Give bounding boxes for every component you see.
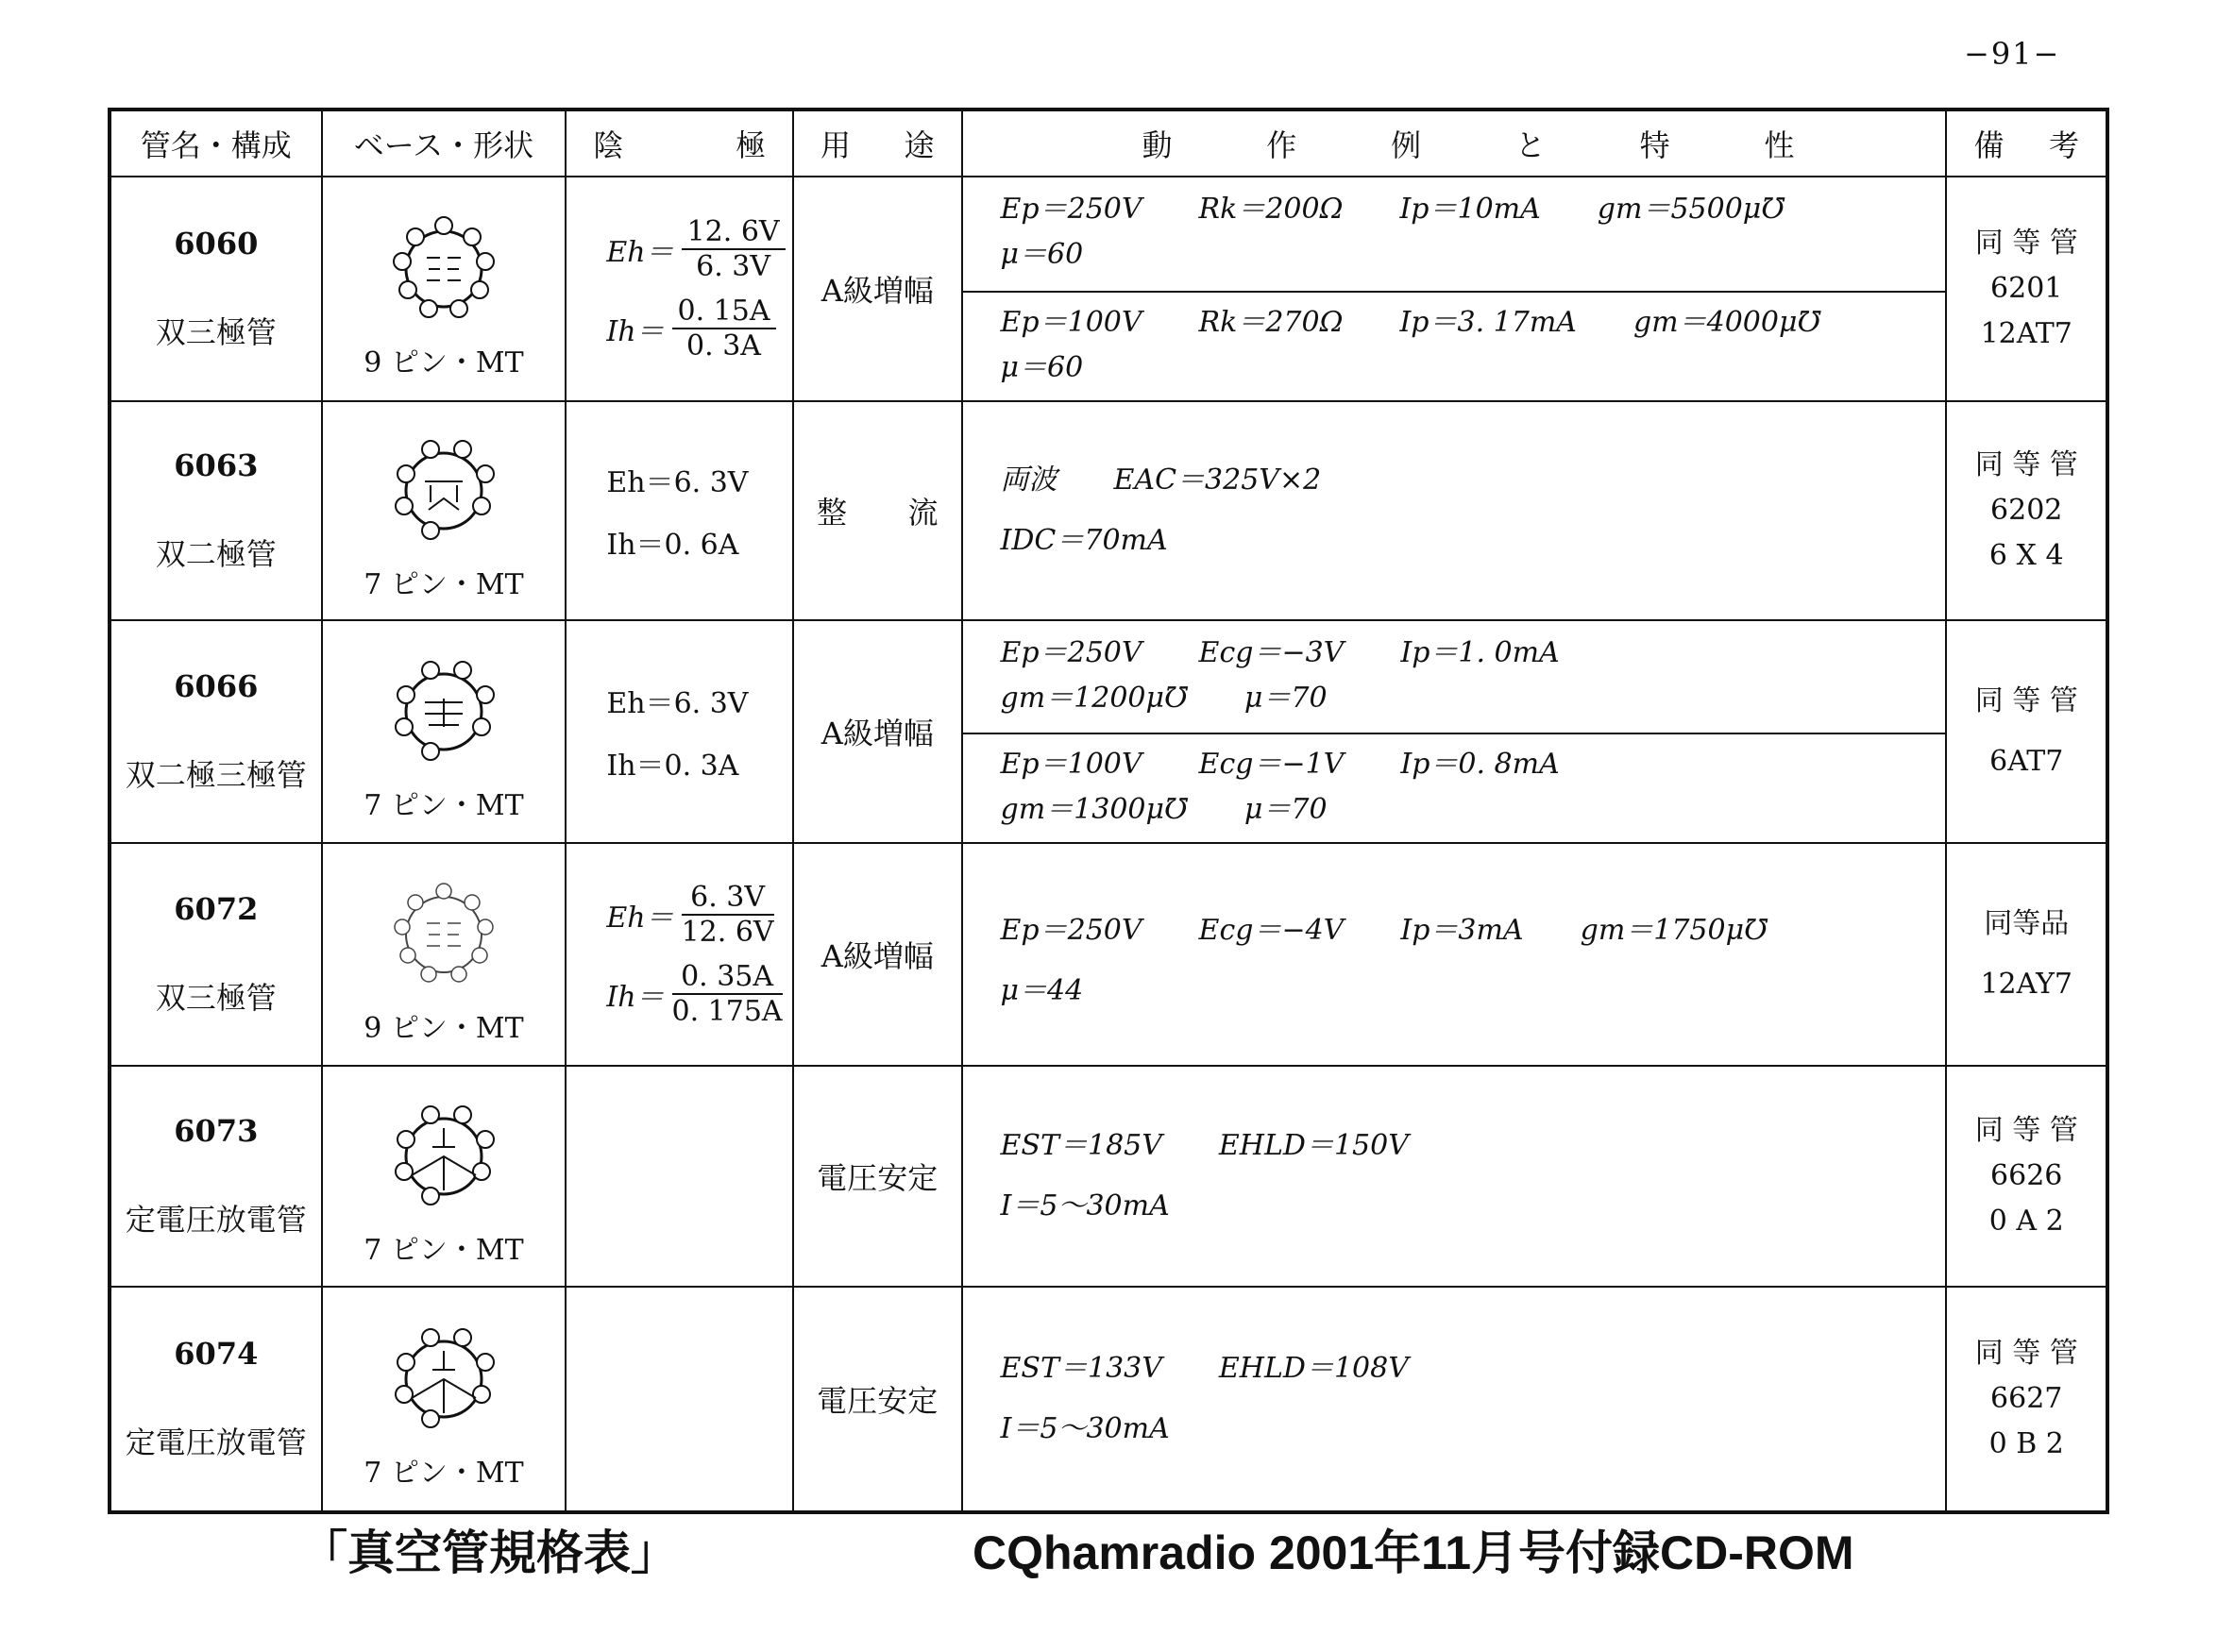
use-cell: 整 流 xyxy=(793,401,962,620)
tube-type: 双三極管 xyxy=(155,314,277,350)
cathode-cell: Eh＝6. 3V Ih＝0. 3A xyxy=(566,620,793,843)
base-cell xyxy=(322,1287,567,1512)
base-label: 7 ピン・MT xyxy=(364,1457,524,1490)
tube-base-7pin-icon xyxy=(378,1313,510,1445)
base-cell xyxy=(322,177,567,401)
tube-base-7pin-icon xyxy=(378,646,510,778)
caption-title: 「真空管規格表」 xyxy=(300,1526,678,1579)
header-note: 備 考 xyxy=(1946,110,2107,177)
header-name: 管名・構成 xyxy=(110,110,322,177)
table-row xyxy=(110,620,2107,843)
ops-cell: Ep＝250V Rk＝200Ω Ip＝10mA gm＝5500μ℧ μ＝60 Ep＝100V Rk＝270Ω Ip＝3. 17mA gm＝4000μ℧ μ＝60 xyxy=(962,177,1947,401)
tube-name-cell xyxy=(110,177,322,401)
tube-number: 6074 xyxy=(174,1336,259,1372)
base-label: 9 ピン・MT xyxy=(364,1012,524,1045)
header-ops: 動 作 例 と 特 性 xyxy=(962,110,1947,177)
table-row xyxy=(110,1287,2107,1512)
base-cell xyxy=(322,401,567,620)
tube-number: 6066 xyxy=(174,668,259,704)
tube-number: 6073 xyxy=(174,1113,259,1149)
use-cell: A級増幅 xyxy=(793,620,962,843)
tube-type: 双二極管 xyxy=(155,536,277,572)
tube-name-cell xyxy=(110,1287,322,1512)
base-cell xyxy=(322,1066,567,1287)
note-cell: 同 等 管 6202 6 X 4 xyxy=(1946,401,2107,620)
use-cell: 電圧安定 xyxy=(793,1066,962,1287)
tube-type: 定電圧放電管 xyxy=(125,1202,307,1238)
base-cell xyxy=(322,620,567,843)
cathode-cell: Eh＝6. 3V Ih＝0. 6A xyxy=(566,401,793,620)
base-label: 7 ピン・MT xyxy=(364,789,524,822)
note-cell: 同 等 管 6201 12AT7 xyxy=(1946,177,2107,401)
ops-cell: EST＝185V EHLD＝150V I＝5〜30mA xyxy=(962,1066,1947,1287)
ops-cell: EST＝133V EHLD＝108V I＝5〜30mA xyxy=(962,1287,1947,1512)
base-cell xyxy=(322,843,567,1066)
base-label: 7 ピン・MT xyxy=(364,1234,524,1267)
base-label: 7 ピン・MT xyxy=(364,568,524,601)
note-cell: 同 等 管 6AT7 xyxy=(1946,620,2107,843)
tube-name-cell xyxy=(110,843,322,1066)
page-number: −91− xyxy=(1964,36,2061,72)
caption-source: CQhamradio 2001年11月号付録CD-ROM xyxy=(973,1526,1854,1579)
use-cell: 電圧安定 xyxy=(793,1287,962,1512)
tube-base-7pin-icon xyxy=(378,425,510,557)
tube-number: 6060 xyxy=(174,226,259,261)
table-row xyxy=(110,843,2107,1066)
base-label: 9 ピン・MT xyxy=(364,346,524,379)
tube-number: 6072 xyxy=(174,891,259,927)
header-use: 用 途 xyxy=(793,110,962,177)
use-cell: A級増幅 xyxy=(793,177,962,401)
tube-base-7pin-icon xyxy=(378,1090,510,1222)
tube-number: 6063 xyxy=(174,447,259,483)
header-cathode: 陰 極 xyxy=(566,110,793,177)
note-cell: 同 等 管 6627 0 B 2 xyxy=(1946,1287,2107,1512)
table-row xyxy=(110,401,2107,620)
tube-type: 定電圧放電管 xyxy=(125,1424,307,1460)
tube-name-cell xyxy=(110,1066,322,1287)
cathode-cell xyxy=(566,1066,793,1287)
header-base: ベース・形状 xyxy=(322,110,567,177)
use-cell: A級増幅 xyxy=(793,843,962,1066)
tube-name-cell xyxy=(110,620,322,843)
table-row xyxy=(110,1066,2107,1287)
ops-cell: 両波 EAC＝325V×2 IDC＝70mA xyxy=(962,401,1947,620)
tube-base-9pin-icon xyxy=(378,868,510,1001)
ops-cell: Ep＝250V Ecg＝−4V Ip＝3mA gm＝1750μ℧ μ＝44 xyxy=(962,843,1947,1066)
tube-spec-table xyxy=(108,108,2109,1514)
tube-type: 双二極三極管 xyxy=(125,757,307,793)
tube-name-cell xyxy=(110,401,322,620)
cathode-cell: Eh＝ $\frac{6. 3V}{12. 6V}$ Ih＝ $\frac{0. 35A}{0. 175A}$ xyxy=(566,843,793,1066)
header-row xyxy=(110,110,2107,177)
table-row xyxy=(110,177,2107,401)
cathode-cell: Eh＝ $\frac{12. 6V}{6. 3V}$ Ih＝ $\frac{0. 15A}{0. 3A}$ xyxy=(566,177,793,401)
tube-type: 双三極管 xyxy=(155,980,277,1016)
tube-base-9pin-icon xyxy=(378,203,510,335)
ops-cell: Ep＝250V Ecg＝−3V Ip＝1. 0mA gm＝1200μ℧ μ＝70 Ep＝100V Ecg＝−1V Ip＝0. 8mA gm＝1300μ℧ μ＝70 xyxy=(962,620,1947,843)
cathode-cell xyxy=(566,1287,793,1512)
note-cell: 同 等 管 6626 0 A 2 xyxy=(1946,1066,2107,1287)
note-cell: 同等品 12AY7 xyxy=(1946,843,2107,1066)
